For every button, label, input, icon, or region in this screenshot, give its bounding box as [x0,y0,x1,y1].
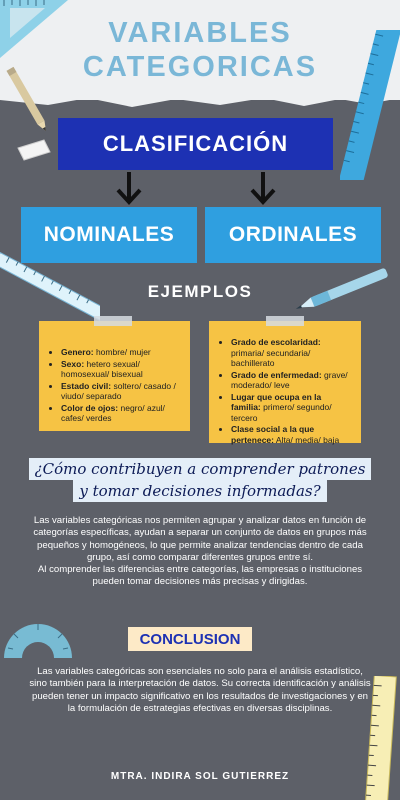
example-label: Lugar que ocupa en la familia: [231,391,322,412]
nominales-box: NOMINALES [21,207,197,263]
example-item [231,370,353,391]
example-values: negro/ azul/ cafes/ verdes [61,402,165,423]
example-values: primero/ segundo/ tercero [231,402,332,423]
tape-strip [266,316,304,326]
example-values: grave/ moderado/ leve [231,369,348,390]
clasificacion-box: CLASIFICACIÓN [58,118,333,170]
question-line-2: y tomar decisiones informadas? [73,480,326,502]
arrow-down-icon [248,172,278,206]
arrow-down-icon [114,172,144,206]
example-label: Genero: [61,347,94,357]
ordinal-examples-note [209,321,361,443]
author-name: MTRA. INDIRA SOL GUTIERREZ [110,771,290,782]
example-item [61,347,182,358]
example-item [61,381,182,402]
example-item [61,403,182,424]
examples-heading: EJEMPLOS [147,282,253,301]
example-label: Clase social a la que pertenece: [231,424,315,445]
tape-strip [94,316,132,326]
example-values: hetero sexual/ homosexual/ bisexual [61,358,143,379]
question-heading [20,458,380,502]
explanation-paragraph [24,515,376,589]
example-label: Grado de escolaridad: [231,337,321,347]
example-label: Sexo: [61,358,85,369]
example-item [231,392,353,424]
page-title [0,16,400,84]
example-label: Estado civil: [61,380,112,391]
example-item [61,359,182,380]
example-values: soltero/ casado / viudo/ separado [61,380,176,401]
example-values: Alta/ media/ baja [274,434,340,445]
example-label: Color de ojos: [61,402,119,413]
nominal-examples-note [39,321,190,431]
explanation-paragraph-2: Al comprender las diferencias entre categorías, las empresas o instituciones pueden tomar decisiones más precisas y dirigidas. [37,564,363,588]
protractor-icon [0,612,78,662]
example-item [231,424,353,445]
question-line-1: ¿Cómo contribuyen a comprender patrones [29,458,372,480]
example-values: primaria/ secundaria/ bachillerato [231,347,311,368]
example-values: hombre/ mujer [93,347,151,357]
example-item [231,337,353,369]
conclusion-paragraph: Las variables categóricas son esenciales no solo para el análisis estadístico, sino también para la interpretación de datos. Su correcta identificación y análisis pueden tener un impacto significativo en los resultados de investigaciones y en la formulación de estrategias efectivas en diversas disciplinas. [29,666,371,714]
ordinales-box: ORDINALES [205,207,381,263]
title-line-1: VARIABLES [108,17,292,49]
example-label: Grado de enfermedad: [231,369,322,380]
title-line-2: CATEGORICAS [82,51,318,83]
eraser-icon [16,138,52,164]
conclusion-title: CONCLUSION [128,627,252,651]
explanation-paragraph-1: Las variables categóricas nos permiten agrupar y analizar datos en función de categorías específicas, ayudan a separar un conjunto de datos en grupos más pequeños y homogéneos, lo que permite analizar tendencias dentro de cada grupo, así como comparar diferentes grupos entre sí. [33,515,367,563]
